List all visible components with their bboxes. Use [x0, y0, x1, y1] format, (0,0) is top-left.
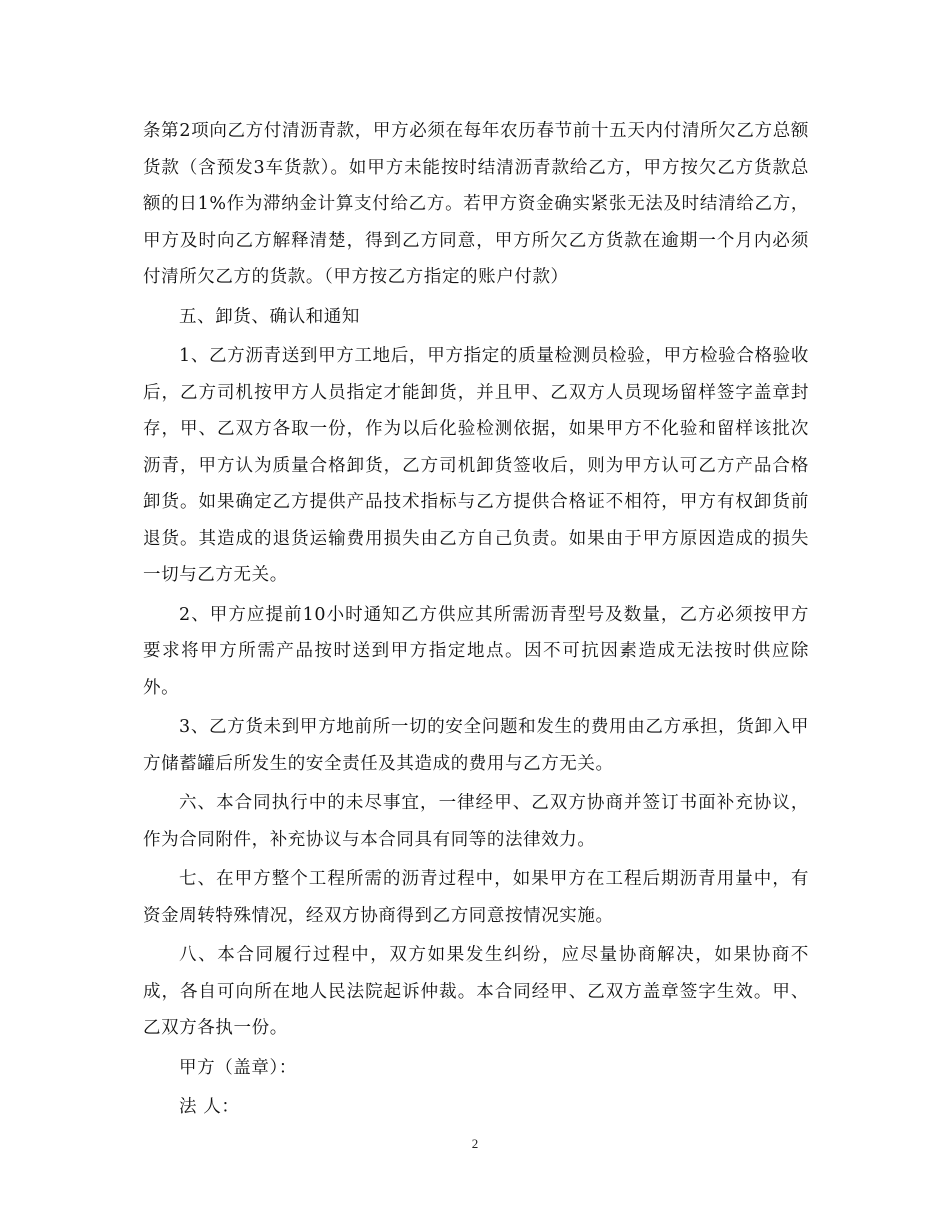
section-heading-unloading: 五、卸货、确认和通知 [179, 306, 360, 327]
clause-2-notice: 2、甲方应提前10小时通知乙方供应其所需沥青型号及数量，乙方必须按甲方要求将甲方所需产品按时送到甲方指定地点。因不可抗因素造成无法按时供应除外。 [143, 604, 809, 698]
paragraph-payment-terms: 条第2项向乙方付清沥青款，甲方必须在每年农历春节前十五天内付清所欠乙方总额货款（含预发3车货款）。如甲方未能按时结清沥青款给乙方，甲方按欠乙方货款总额的日1%作为滞纳金计算支付给乙方。若甲方资金确实紧张无法及时结清给乙方，甲方及时向乙方解释清楚，得到乙方同意，甲方所欠乙方货款在逾期一个月内必须付清所欠乙方的货款。（甲方按乙方指定的账户付款） [143, 121, 809, 287]
section-8-disputes: 八、本合同履行过程中，双方如果发生纠纷，应尽量协商解决，如果协商不成，各自可向所在地人民法院起诉仲裁。本合同经甲、乙双方盖章签字生效。甲、乙双方各执一份。 [143, 945, 809, 1038]
contract-body [143, 113, 809, 1126]
section-7-funds: 七、在甲方整个工程所需的沥青过程中，如果甲方在工程后期沥青用量中，有资金周转特殊情况，经双方协商得到乙方同意按情况实施。 [143, 869, 809, 926]
page-number: 2 [471, 1136, 479, 1151]
legal-representative-line: 法 人： [179, 1097, 240, 1117]
section-6-supplement: 六、本合同执行中的未尽事宜，一律经甲、乙双方协商并签订书面补充协议，作为合同附件，补充协议与本合同具有同等的法律效力。 [143, 793, 809, 850]
clause-1-inspection: 1、乙方沥青送到甲方工地后，甲方指定的质量检测员检验，甲方检验合格验收后，乙方司机按甲方人员指定才能卸货，并且甲、乙双方人员现场留样签字盖章封存，甲、乙双方各取一份，作为以后化验检测依据，如果甲方不化验和留样该批次沥青，甲方认为质量合格卸货，乙方司机卸货签收后，则为甲方认可乙方产品合格卸货。如果确定乙方提供产品技术指标与乙方提供合格证不相符，甲方有权卸货前退货。其造成的退货运输费用损失由乙方自己负责。如果由于甲方原因造成的损失一切与乙方无关。 [143, 346, 809, 585]
clause-3-safety: 3、乙方货未到甲方地前所一切的安全问题和发生的费用由乙方承担，货卸入甲方储蓄罐后所发生的安全责任及其造成的费用与乙方无关。 [143, 717, 809, 774]
party-a-seal-line: 甲方（盖章）： [179, 1057, 297, 1078]
